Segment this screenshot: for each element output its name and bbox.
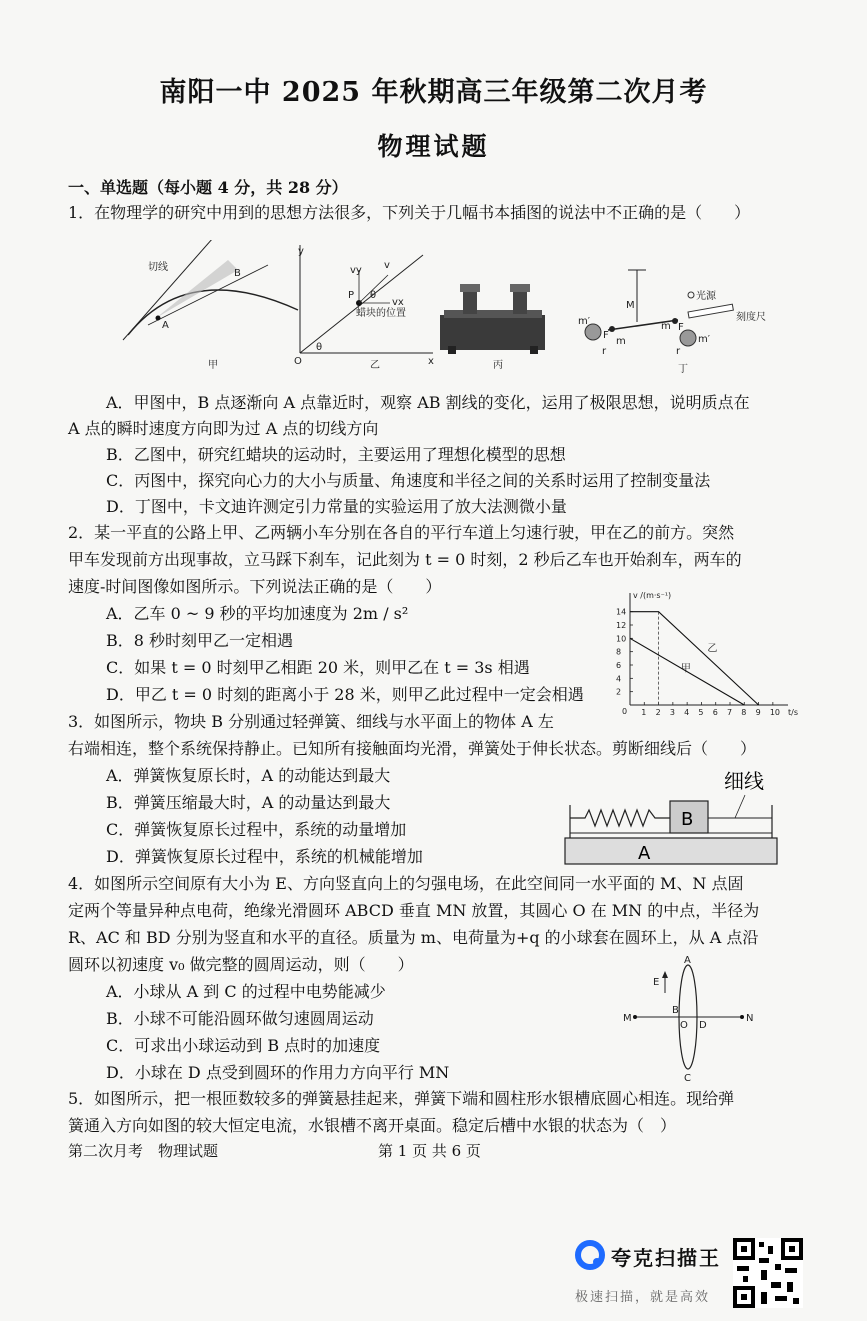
q2-stem-1: 2．某一平直的公路上甲、乙两辆小车分别在各自的平行车道上匀速行驶，甲在乙的前方。突然: [68, 523, 735, 542]
yi-y-axis: y: [298, 246, 304, 257]
fig-bing: [440, 284, 545, 371]
series-line-0: [630, 612, 759, 705]
q4-option-a: A．小球从 A 到 C 的过程中电势能减少: [106, 982, 386, 1001]
ding-m-right: m: [661, 321, 671, 332]
q3-stem-1: 3．如图所示，物块 B 分别通过轻弹簧、细线与水平面上的物体 A 左: [68, 712, 554, 731]
exam-title: 南阳一中 2025 年秋期高三年级第二次月考: [159, 77, 708, 108]
q1-figures: [118, 240, 808, 375]
ding-m-left: m: [616, 336, 626, 347]
q4-stem-3: R、AC 和 BD 分别为竖直和水平的直径。质量为 m、电荷量为+q 的小球套在圆环上，从 A 点沿: [68, 928, 759, 947]
q2-option-b: B．8 秒时刻甲乙一定相遇: [106, 631, 294, 650]
q3-figure: [560, 763, 785, 868]
q1-option-b: B．乙图中，研究红蜡块的运动时，主要运用了理想化模型的思想: [106, 445, 566, 464]
footer-exam-name: 第二次月考 物理试题: [68, 1142, 219, 1160]
x-tick-label: 10: [769, 708, 781, 717]
y-axis-label: v /(m·s⁻¹): [633, 591, 672, 600]
x-tick-label: 6: [712, 708, 718, 717]
q1-option-a: A．甲图中，B 点逐渐向 A 点靠近时，观察 AB 割线的变化，运用了极限思想，说明质点在: [106, 393, 750, 412]
y-tick-label: 4: [616, 674, 622, 684]
ding-m-prime-left: m′: [578, 316, 591, 327]
y-tick-label: 10: [616, 634, 627, 644]
q4-o-label: O: [680, 1020, 688, 1031]
q1-option-c: C．丙图中，探究向心力的大小与质量、角速度和半径之间的关系时运用了控制变量法: [106, 471, 711, 490]
y-tick-label: 8: [616, 647, 622, 657]
q3-string-label: 细线: [724, 769, 764, 793]
origin-label: 0: [622, 707, 628, 716]
q4-figure: [620, 955, 760, 1085]
q4-stem-4: 圆环以初速度 v₀ 做完整的圆周运动，则（ ）: [68, 955, 414, 974]
series-name-1: 甲: [680, 663, 691, 675]
q4-option-c: C．可求出小球运动到 B 点时的加速度: [106, 1036, 381, 1055]
q2-vt-chart: [612, 590, 802, 722]
q2-option-a: A．乙车 0 ~ 9 秒的平均加速度为 2m / s²: [106, 604, 409, 623]
q4-e-label: E: [653, 977, 660, 988]
q4-m-label: M: [623, 1013, 632, 1024]
x-tick-label: 7: [727, 708, 733, 717]
fig-label-bing: 丙: [493, 360, 503, 371]
yi-vy: vy: [350, 265, 362, 276]
x-tick-label: 9: [755, 708, 761, 717]
ding-r-left: r: [602, 346, 607, 357]
x-tick-label: 1: [641, 708, 647, 717]
jia-tangent-label: 切线: [148, 262, 168, 273]
fig-label-jia: 甲: [208, 360, 218, 371]
x-tick-label: 5: [698, 708, 704, 717]
x-tick-label: 2: [655, 708, 661, 717]
yi-theta-top: θ: [370, 290, 377, 301]
q4-option-d: D．小球在 D 点受到圆环的作用力方向平行 MN: [106, 1063, 450, 1082]
q3-block-a: A: [638, 843, 651, 864]
section-heading: 一、单选题（每小题 4 分，共 28 分）: [68, 178, 348, 197]
q1-option-a-cont: A 点的瞬时速度方向即为过 A 点的切线方向: [68, 419, 379, 438]
series-name-0: 乙: [707, 643, 718, 655]
q3-block-b: B: [681, 809, 694, 830]
q3-option-d: D．弹簧恢复原长过程中，系统的机械能增加: [106, 847, 423, 866]
yi-vx: vx: [392, 297, 404, 308]
fig-label-yi: 乙: [370, 360, 380, 371]
ding-ruler: 刻度尺: [736, 312, 766, 323]
q4-stem-2: 定两个等量异种点电荷，绝缘光滑圆环 ABCD 垂直 MN 放置，其圆心 O 在 MN 的中点，半径为: [68, 901, 760, 920]
q2-option-c: C．如果 t = 0 时刻甲乙相距 20 米，则甲乙在 t = 3s 相遇: [106, 658, 530, 677]
q3-option-b: B．弹簧压缩最大时，A 的动量达到最大: [106, 793, 391, 812]
q4-a-label: A: [684, 955, 691, 966]
q4-d-label: D: [699, 1020, 707, 1031]
x-axis-label: t/s: [788, 708, 798, 717]
y-tick-label: 2: [616, 687, 622, 697]
q3-option-a: A．弹簧恢复原长时，A 的动能达到最大: [106, 766, 391, 785]
q1-stem: 1．在物理学的研究中用到的思想方法很多，下列关于几幅书本插图的说法中不正确的是（ ）: [68, 203, 751, 222]
scanner-logo-icon: [575, 1240, 605, 1270]
qr-code-icon: [733, 1238, 803, 1308]
q5-stem-1: 5．如图所示，把一根匝数较多的弹簧悬挂起来，弹簧下端和圆柱形水银槽底圆心相连。现给弹: [68, 1089, 735, 1108]
scanner-brand-name: 夸克扫描王: [611, 1246, 721, 1270]
fig-jia: [123, 240, 298, 371]
ding-f-left: F: [603, 330, 609, 341]
ding-m-prime-right: m′: [698, 334, 711, 345]
jia-point-a: A: [162, 320, 169, 331]
fig-ding: [578, 270, 766, 375]
ding-light-source: 光源: [696, 291, 716, 302]
yi-theta-bottom: θ: [316, 342, 323, 353]
yi-p: P: [348, 290, 355, 301]
footer-page-number: 第 1 页 共 6 页: [378, 1142, 481, 1160]
q4-b-label: B: [672, 1005, 679, 1016]
fig-label-ding: 丁: [678, 364, 688, 375]
q2-option-d: D．甲乙 t = 0 时刻的距离小于 28 米，则甲乙此过程中一定会相遇: [106, 685, 584, 704]
scanner-watermark: [575, 1240, 721, 1305]
q3-stem-2: 右端相连，整个系统保持静止。已知所有接触面均光滑，弹簧处于伸长状态。剪断细线后（ ）: [68, 739, 757, 758]
yi-x-axis: x: [428, 356, 434, 367]
ding-r-right: r: [676, 346, 681, 357]
y-tick-label: 12: [616, 621, 627, 630]
yi-origin: O: [294, 356, 302, 367]
q3-option-c: C．弹簧恢复原长过程中，系统的动量增加: [106, 820, 407, 839]
q5-stem-2: 簧通入方向如图的较大恒定电流，水银槽不离开桌面。稳定后槽中水银的状态为（ ）: [68, 1116, 677, 1135]
y-tick-label: 14: [616, 607, 627, 617]
y-tick-label: 6: [616, 661, 622, 670]
x-tick-label: 4: [684, 708, 690, 717]
ding-f-right: F: [678, 322, 684, 333]
scanner-slogan: 极速扫描，就是高效: [575, 1290, 711, 1305]
ding-m: M: [626, 300, 635, 311]
exam-subtitle: 物理试题: [377, 132, 490, 161]
fig-yi: [294, 245, 434, 371]
q4-c-label: C: [684, 1073, 691, 1084]
q4-n-label: N: [746, 1013, 754, 1024]
q1-option-d: D．丁图中，卡文迪许测定引力常量的实验运用了放大法测微小量: [106, 497, 567, 516]
jia-point-b: B: [234, 268, 241, 279]
yi-v: v: [384, 260, 390, 271]
x-tick-label: 3: [669, 708, 675, 717]
q4-option-b: B．小球不可能沿圆环做匀速圆周运动: [106, 1009, 374, 1028]
q4-stem-1: 4．如图所示空间原有大小为 E、方向竖直向上的匀强电场，在此空间同一水平面的 M、N 点固: [68, 874, 744, 893]
x-tick-label: 8: [741, 708, 747, 717]
q2-stem-3: 速度-时间图像如图所示。下列说法正确的是（ ）: [68, 577, 442, 596]
yi-note: 蜡块的位置: [356, 308, 406, 319]
q2-stem-2: 甲车发现前方出现事故，立马踩下刹车，记此刻为 t = 0 时刻，2 秒后乙车也开始刹车，两车的: [68, 550, 742, 569]
